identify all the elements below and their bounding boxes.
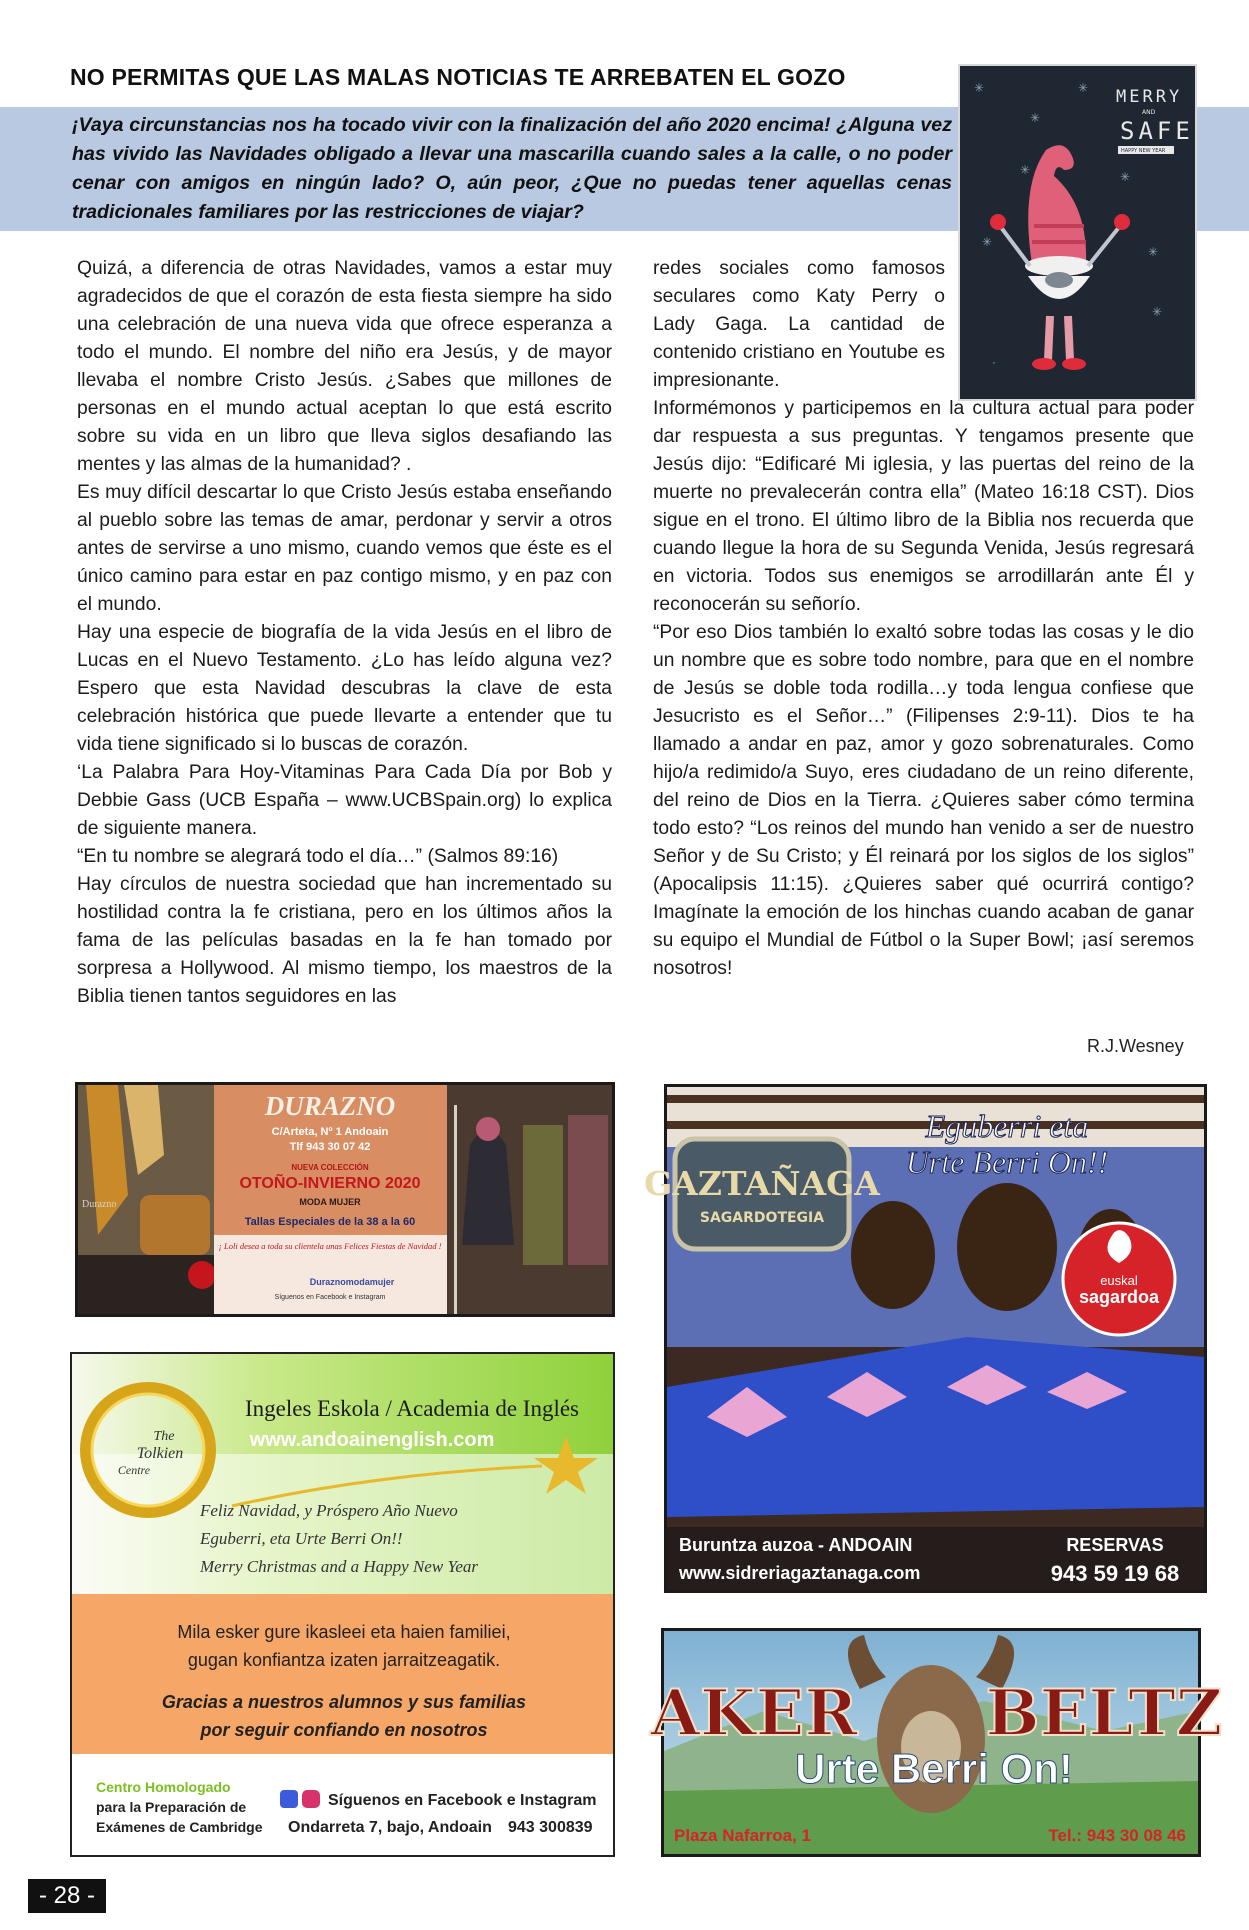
paragraph: Hay círculos de nuestra sociedad que han incrementado su hostilidad contra la fe cristiana, pero en los últimos años la fama de las películas basadas en la fe han tomado por sorpresa a Hollywood. Al mismo tiempo, los maestros de la Biblia tienen tantos seguidores en las (77, 874, 612, 1007)
tolkien-logo-2: Tolkien (136, 1445, 184, 1462)
tolkien-address: Ondarreta 7, bajo, Andoain (288, 1819, 492, 1836)
paragraph: “Por eso Dios también lo exaltó sobre todas las cosas y le dio un nombre que es sobre todo nombre, para que en el nombre de Jesús se doble toda rodilla…y toda lengua confiese que Jesucristo es el Señor…” (Filipenses 2:9-11). Dios te ha llamado a andar en paz, amor y gozo sobrenaturales. Como hijo/a redimido/a Suyo, eres ciudadano de un reino diferente, del reino de Dios en la Tierra. ¿Quieres saber cómo termina todo esto? “Los reinos del mundo han venido a ser de nuestro Señor y de Su Cristo; y Él reinará por los siglos de los siglos” (Apocalipsis 11:15). ¿Quieres saber qué ocurrirá contigo? Imagínate la emoción de los hinchas cuando acaban de ganar su equipo el Mundial de Fútbol o la Super Bowl; ¡así seremos nosotros! (653, 622, 1194, 979)
tolkien-cert-2: para la Preparación de (96, 1799, 247, 1815)
tolkien-cert-3: Exámenes de Cambridge (96, 1819, 263, 1835)
tolkien-web: www.andoainenglish.com (249, 1429, 495, 1451)
paragraph: Informémonos y participemos en la cultura actual para poder dar respuesta a sus preguntas. Y tengamos presente que Jesús dijo: “Edificaré Mi iglesia, y las puertas del reino de la muerte no prevalecerán contra ella” (Mateo 16:18 CST). Dios sigue en el trono. El último libro de la Biblia nos recuerda que cuando llegue la hora de su Segunda Venida, Jesús regresará en victoria. Todos sus enemigos se arrodillarán ante Él y reconocerán su señorío. (653, 398, 1194, 615)
svg-text:✳: ✳ (1020, 163, 1031, 177)
tolkien-wish-2: Eguberri, eta Urte Berri On!! (200, 1529, 403, 1548)
aker-beltz-ad-artwork (650, 1631, 1223, 1854)
tolkien-heading: Ingeles Eskola / Academia de Inglés (244, 1396, 580, 1421)
ad-gaztanaga (644, 1084, 1207, 1593)
article-column-right-top (653, 255, 945, 395)
tolkien-wish-1: Feliz Navidad, y Próspero Año Nuevo (200, 1501, 458, 1520)
svg-text:✳: ✳ (1152, 305, 1163, 319)
card-safe: SAFE (1120, 117, 1194, 145)
durazno-sizes: Tallas Especiales de la 38 a la 60 (244, 1216, 416, 1228)
durazno-brand: DURAZNO (264, 1091, 396, 1121)
gaztanaga-sub: SAGARDOTEGIA (699, 1210, 825, 1226)
ad-aker-beltz (650, 1628, 1223, 1857)
tolkien-phone: 943 300839 (508, 1819, 593, 1836)
article-title: NO PERMITAS QUE LAS MALAS NOTICIAS TE ARREBATEN EL GOZO (70, 64, 846, 90)
svg-text:✳: ✳ (974, 81, 985, 95)
aker-beltz-greeting: Urte Berri On! (795, 1745, 1073, 1792)
paragraph: ‘La Palabra Para Hoy-Vitaminas Para Cada Día por Bob y Debbie Gass (UCB España – www.UCBSpain.org) lo explica de siguiente manera. (77, 762, 612, 839)
card-tagline: HAPPY NEW YEAR (1121, 148, 1166, 154)
card-merry: MERRY (1116, 87, 1183, 107)
durazno-social-note: Síguenos en Facebook e Instagram (274, 1294, 386, 1301)
durazno-category: MODA MUJER (299, 1197, 361, 1207)
gaztanaga-greeting-1: Eguberri eta (925, 1108, 1089, 1144)
article-author: R.J.Wesney (1087, 1036, 1184, 1056)
tolkien-social: Síguenos en Facebook e Instagram (328, 1792, 597, 1809)
gaztanaga-reservations-label: RESERVAS (1066, 1535, 1164, 1555)
durazno-ad-artwork (78, 1085, 612, 1314)
durazno-address: C/Arteta, Nº 1 Andoain (271, 1126, 389, 1138)
durazno-collection-prefix: NUEVA COLECCIÓN (291, 1163, 369, 1172)
tolkien-logo-3: Centre (117, 1463, 151, 1477)
aker-word: AKER (650, 1676, 858, 1751)
aker-beltz-phone: Tel.: 943 30 08 46 (1048, 1826, 1186, 1845)
facebook-icon (280, 1790, 298, 1808)
paragraph: redes sociales como famosos seculares como Katy Perry o Lady Gaga. La cantidad de contenido cristiano en Youtube es impresionante. (653, 258, 945, 391)
gnome-illustration (960, 66, 1195, 399)
tolkien-thanks-eu-2: gugan konfiantza izaten jarraitzeagatik. (187, 1650, 501, 1670)
svg-text:·: · (992, 355, 996, 369)
tolkien-thanks-eu-1: Mila esker gure ikasleei eta haien familiei, (177, 1622, 511, 1642)
tolkien-thanks-es-2: por seguir confiando en nosotros (200, 1720, 488, 1740)
paragraph: Quizá, a diferencia de otras Navidades, vamos a estar muy agradecidos de que el corazón de esta fiesta siempre ha sido una celebración de una nueva vida que ofrece esperanza a todo el mundo. El nombre del niño era Jesús, y de mayor llevaba el nombre Cristo Jesús. ¿Sabes que millones de personas en el mundo actual aceptan lo que está escrito sobre su vida en un libro que lleva siglos desafiando las mentes y las almas de la humanidad? . (77, 258, 612, 475)
tolkien-ad-artwork (72, 1354, 613, 1855)
instagram-icon (302, 1790, 320, 1808)
svg-text:✳: ✳ (1078, 81, 1089, 95)
tolkien-logo-1: The (153, 1429, 175, 1444)
gaztanaga-ad-artwork (644, 1087, 1204, 1590)
gaztanaga-name: GAZTAÑAGA (644, 1164, 880, 1203)
gaztanaga-greeting-2: Urte Berri On!! (905, 1144, 1109, 1180)
durazno-sign: Durazno (82, 1199, 117, 1210)
paragraph: Hay una especie de biografía de la vida Jesús en el libro de Lucas en el Nuevo Testamento. ¿Lo has leído alguna vez? Espero que esta Navidad descubras la clave de esta celebración histórica que puede llevarte a entender que tu vida tiene significado si lo buscas de corazón. (77, 622, 612, 755)
aker-beltz-address: Plaza Nafarroa, 1 (674, 1826, 812, 1845)
paragraph: “En tu nombre se alegrará todo el día…” (Salmos 89:16) (77, 846, 559, 867)
badge-sagardoa: sagardoa (1078, 1287, 1160, 1307)
beltz-word: BELTZ (985, 1676, 1223, 1751)
article-column-left (77, 255, 612, 1011)
durazno-phone: Tlf 943 30 07 42 (289, 1141, 371, 1153)
christmas-card-image (958, 64, 1197, 401)
tolkien-cert-1: Centro Homologado (96, 1779, 231, 1795)
svg-text:✳: ✳ (1120, 170, 1131, 184)
ad-tolkien-centre (70, 1352, 615, 1857)
gaztanaga-phone: 943 59 19 68 (1050, 1561, 1180, 1586)
durazno-greeting: ¡ Loli desea a toda su clientela unas Felices Fiestas de Navidad ! (218, 1241, 442, 1251)
tolkien-thanks-es-1: Gracias a nuestros alumnos y sus familias (161, 1692, 527, 1712)
ad-durazno (75, 1082, 615, 1317)
badge-euskal: euskal (1100, 1273, 1138, 1288)
durazno-social: Duraznomodamujer (309, 1277, 395, 1287)
svg-text:✳: ✳ (1030, 111, 1041, 125)
svg-text:✳: ✳ (982, 235, 993, 249)
article-intro: ¡Vaya circunstancias nos ha tocado vivir con la finalización del año 2020 encima! ¿Alguna vez has vivido las Navidades obligado a llevar una mascarilla cuando sales a la calle, o no poder cenar con amigos en ningún lado? O, aún peor, ¿Que no puedas tener aquellas cenas tradicionales familiares por las restricciones de viajar? (72, 114, 952, 223)
tolkien-wish-3: Merry Christmas and a Happy New Year (200, 1557, 478, 1576)
durazno-collection: OTOÑO-INVIERNO 2020 (239, 1175, 421, 1192)
svg-text:✳: ✳ (1148, 245, 1159, 259)
card-and: AND (1142, 109, 1156, 116)
gaztanaga-web: www.sidreriagaztanaga.com (679, 1563, 921, 1583)
paragraph: Es muy difícil descartar lo que Cristo Jesús estaba enseñando al pueblo sobre las temas de amar, perdonar y servir a otros antes de servirse a uno mismo, cuando vemos que éste es el único camino para estar en paz contigo mismo, y en paz con el mundo. (77, 482, 612, 615)
page-number: - 28 - (28, 1879, 106, 1913)
gaztanaga-location: Buruntza auzoa - ANDOAIN (679, 1535, 913, 1555)
article-column-right (653, 395, 1194, 983)
